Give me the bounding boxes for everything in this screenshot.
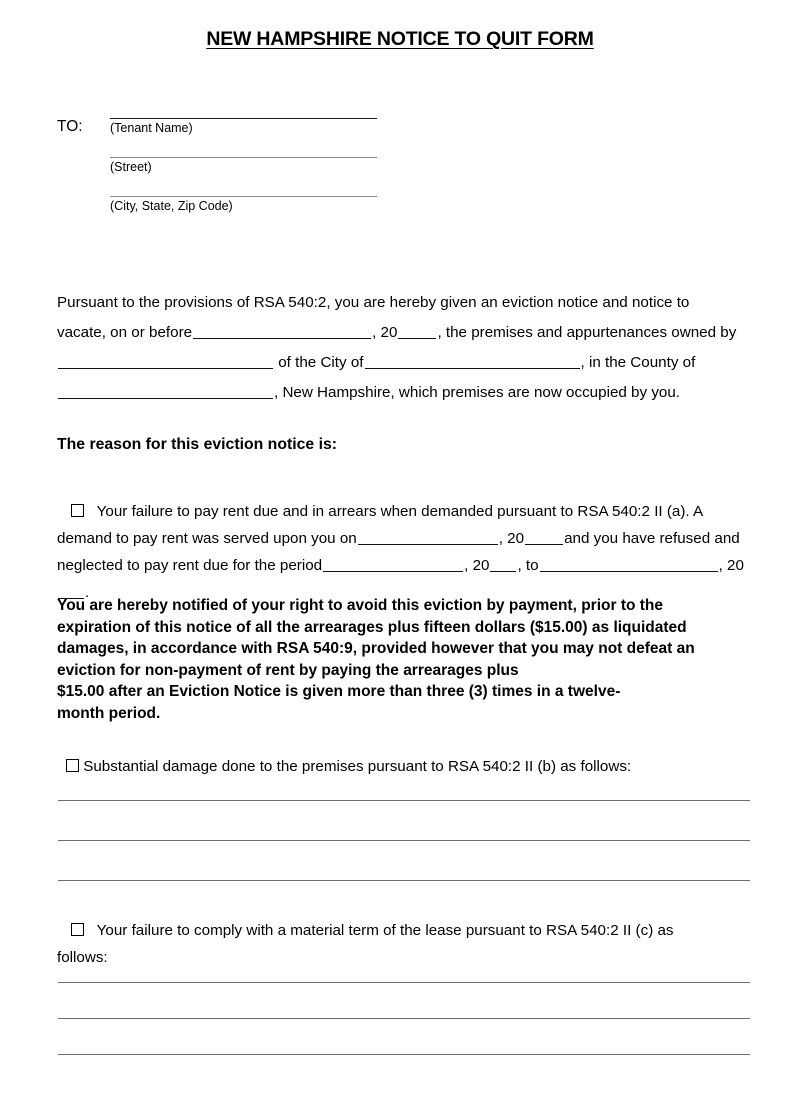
option-a-text-6: , 20 [464, 557, 490, 574]
city-state-zip-field[interactable] [110, 196, 377, 214]
demand-year-blank[interactable] [525, 530, 563, 545]
option-b-text: Substantial damage done to the premises pursuant to RSA 540:2 II (b) as follows: [83, 758, 632, 775]
checkbox-lease-violation[interactable] [71, 923, 84, 936]
rights-line-3: damages, in accordance with RSA 540:9, provided however that you may not defeat an [57, 640, 695, 657]
option-a-text-9: . [85, 584, 90, 601]
period-to-date-blank[interactable] [540, 557, 718, 572]
tenant-name-caption: (Tenant Name) [110, 121, 193, 135]
period-from-year-blank[interactable] [490, 557, 516, 572]
reason-option-a [57, 498, 757, 606]
option-c-text-1: Your failure to comply with a material term of the lease pursuant to RSA 540:2 II (c) as [96, 922, 674, 939]
notice-line-2-c: , the premises and appurtenances owned by [437, 324, 737, 341]
damage-write-in-line-2[interactable] [58, 840, 750, 841]
recipient-address-block [57, 118, 757, 213]
notice-line-4-a: , New Hampshire, which premises are now occupied by you. [274, 384, 681, 401]
county-blank[interactable] [58, 384, 273, 399]
period-from-date-blank[interactable] [323, 557, 463, 572]
option-a-text-5: neglected to pay rent due for the period [57, 557, 323, 574]
vacate-year-blank[interactable] [398, 324, 436, 339]
street-caption: (Street) [110, 159, 152, 174]
vacate-date-blank[interactable] [193, 324, 371, 339]
checkbox-nonpayment[interactable] [71, 504, 84, 517]
rights-line-2: expiration of this notice of all the arrearages plus fifteen dollars ($15.00) as liquidated [57, 618, 687, 636]
notice-line-3-a: of the City of [278, 354, 364, 371]
option-a-text-4: and you have refused and [564, 530, 740, 547]
street-field[interactable] [110, 157, 377, 175]
rights-line-1: You are hereby notified of your right to avoid this eviction by payment, prior to the [57, 597, 663, 614]
option-a-text-1: Your failure to pay rent due and in arrears when demanded pursuant to RSA 540:2 II (a). A [96, 503, 704, 520]
tenant-name-row [57, 118, 757, 136]
demand-date-blank[interactable] [358, 530, 498, 545]
notice-line-2-a: vacate, on or before [57, 324, 193, 341]
rights-line-6: month period. [57, 704, 161, 722]
address-spacer-2 [57, 175, 757, 196]
reason-option-c [57, 917, 757, 971]
lease-write-in-line-2[interactable] [58, 1018, 750, 1019]
notice-line-3-b: , in the County of [580, 354, 696, 371]
lease-write-in-line-1[interactable] [58, 982, 750, 983]
address-spacer-1 [57, 136, 757, 157]
notice-line-2-b: , 20 [372, 324, 398, 341]
option-a-text-2: demand to pay rent was served upon you on [57, 530, 357, 547]
option-c-text-2: follows: [57, 949, 108, 966]
damage-write-in-line-3[interactable] [58, 880, 750, 881]
lease-write-in-line-3[interactable] [58, 1054, 750, 1055]
checkbox-substantial-damage[interactable] [66, 759, 79, 772]
page-title: NEW HAMPSHIRE NOTICE TO QUIT FORM [206, 28, 594, 50]
notice-line-1: Pursuant to the provisions of RSA 540:2, you are hereby given an eviction notice and notice to [57, 294, 690, 311]
rights-line-4: eviction for non-payment of rent by paying the arrearages plus [57, 661, 519, 679]
to-label: TO: [57, 118, 83, 136]
city-state-zip-caption: (City, State, Zip Code) [110, 198, 233, 213]
reason-option-b [57, 758, 757, 775]
owner-name-blank[interactable] [58, 354, 273, 369]
option-a-text-3: , 20 [498, 530, 525, 547]
damage-write-in-line-1[interactable] [58, 800, 750, 801]
reason-heading: The reason for this eviction notice is: [57, 436, 338, 453]
notice-paragraph [57, 288, 754, 408]
rights-line-5: $15.00 after an Eviction Notice is given more than three (3) times in a twelve- [57, 683, 621, 700]
city-blank[interactable] [365, 354, 580, 369]
option-a-text-7: , to [517, 557, 539, 574]
rights-notice-paragraph [57, 595, 747, 724]
tenant-name-field[interactable] [110, 118, 377, 136]
option-a-text-8: , 20 [718, 557, 744, 574]
